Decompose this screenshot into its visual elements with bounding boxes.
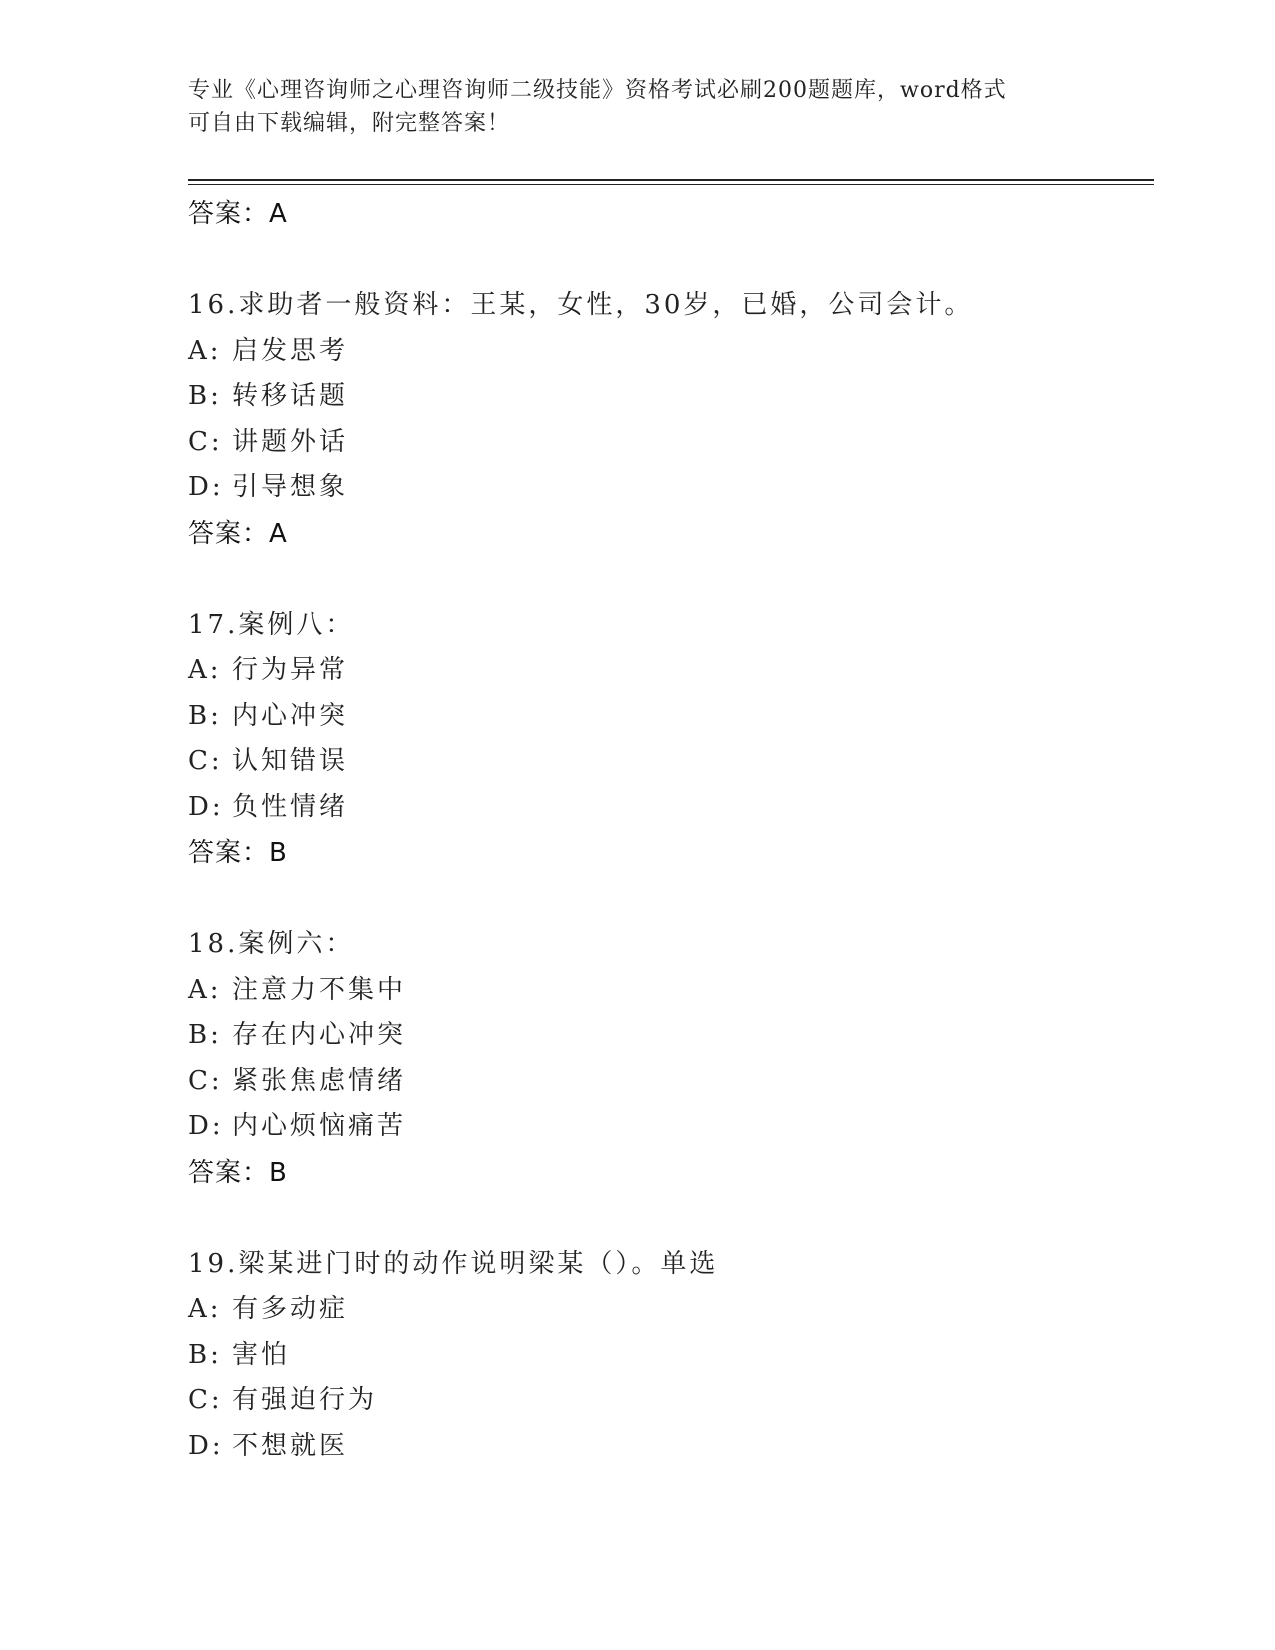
- option-text: 内心烦恼痛苦: [232, 1111, 407, 1141]
- option-label: B:: [188, 700, 222, 731]
- question-stem: 19.梁某进门时的动作说明梁某（）。单选: [188, 1248, 719, 1279]
- question-19: [188, 1242, 1148, 1470]
- option-label: D:: [188, 1111, 224, 1141]
- option-label: C:: [188, 426, 223, 457]
- option-label: B:: [188, 1339, 222, 1370]
- document-header: [188, 74, 1088, 140]
- option-text: 转移话题: [232, 381, 349, 411]
- option-text: 存在内心冲突: [232, 1020, 407, 1050]
- header-divider-thin: [188, 184, 1154, 185]
- option-label: D:: [188, 1430, 224, 1461]
- option-a: [188, 648, 1148, 694]
- option-label: C:: [188, 746, 223, 776]
- option-text: 紧张焦虑情绪: [232, 1065, 407, 1096]
- question-17: [188, 603, 1148, 877]
- option-label: C:: [188, 1065, 223, 1096]
- option-c: [188, 1059, 1148, 1105]
- option-text: 不想就医: [232, 1430, 349, 1461]
- option-label: A:: [188, 655, 222, 685]
- option-text: 害怕: [232, 1339, 291, 1370]
- option-d: [188, 1104, 1148, 1150]
- option-label: D:: [188, 791, 224, 822]
- option-label: D:: [188, 472, 224, 502]
- option-b: [188, 1333, 1148, 1379]
- option-a: [188, 1287, 1148, 1333]
- option-text: 讲题外话: [232, 426, 349, 457]
- option-b: [188, 374, 1148, 420]
- option-label: A:: [188, 1294, 222, 1324]
- option-d: [188, 465, 1148, 511]
- option-text: 负性情绪: [232, 791, 349, 822]
- option-label: A:: [188, 974, 222, 1005]
- answer-line: 答案：A: [188, 518, 288, 549]
- option-b: [188, 694, 1148, 740]
- option-a: [188, 329, 1148, 375]
- option-label: B:: [188, 1020, 222, 1050]
- question-16: [188, 283, 1148, 557]
- answer-line: 答案：B: [188, 1157, 288, 1188]
- option-d: [188, 785, 1148, 831]
- header-title-line-1: 专业《心理咨询师之心理咨询师二级技能》资格考试必刷200题题库，word格式: [188, 78, 1007, 103]
- option-text: 认知错误: [232, 746, 349, 776]
- answer-line: 答案：A: [188, 199, 288, 229]
- question-list: [188, 191, 1148, 1469]
- option-label: A:: [188, 335, 222, 366]
- question-stem: 18.案例六：: [188, 929, 355, 959]
- option-c: [188, 739, 1148, 785]
- option-text: 引导想象: [232, 472, 349, 502]
- option-c: [188, 420, 1148, 466]
- header-divider-thick: [188, 179, 1154, 181]
- option-text: 有多动症: [232, 1294, 349, 1324]
- option-text: 启发思考: [232, 335, 349, 366]
- option-b: [188, 1013, 1148, 1059]
- option-text: 有强迫行为: [232, 1385, 378, 1415]
- question-stem: 16.求助者一般资料：王某，女性，30岁，已婚，公司会计。: [188, 290, 974, 320]
- option-text: 内心冲突: [232, 700, 349, 731]
- option-label: B:: [188, 381, 222, 411]
- answer-line: 答案：B: [188, 838, 288, 868]
- header-title-line-2: 可自由下载编辑，附完整答案！: [188, 111, 511, 136]
- option-text: 注意力不集中: [232, 974, 407, 1005]
- question-18: [188, 922, 1148, 1196]
- option-a: [188, 968, 1148, 1014]
- option-c: [188, 1378, 1148, 1424]
- option-text: 行为异常: [232, 655, 349, 685]
- option-label: C:: [188, 1385, 223, 1415]
- option-d: [188, 1424, 1148, 1470]
- question-stem: 17.案例八：: [188, 609, 355, 640]
